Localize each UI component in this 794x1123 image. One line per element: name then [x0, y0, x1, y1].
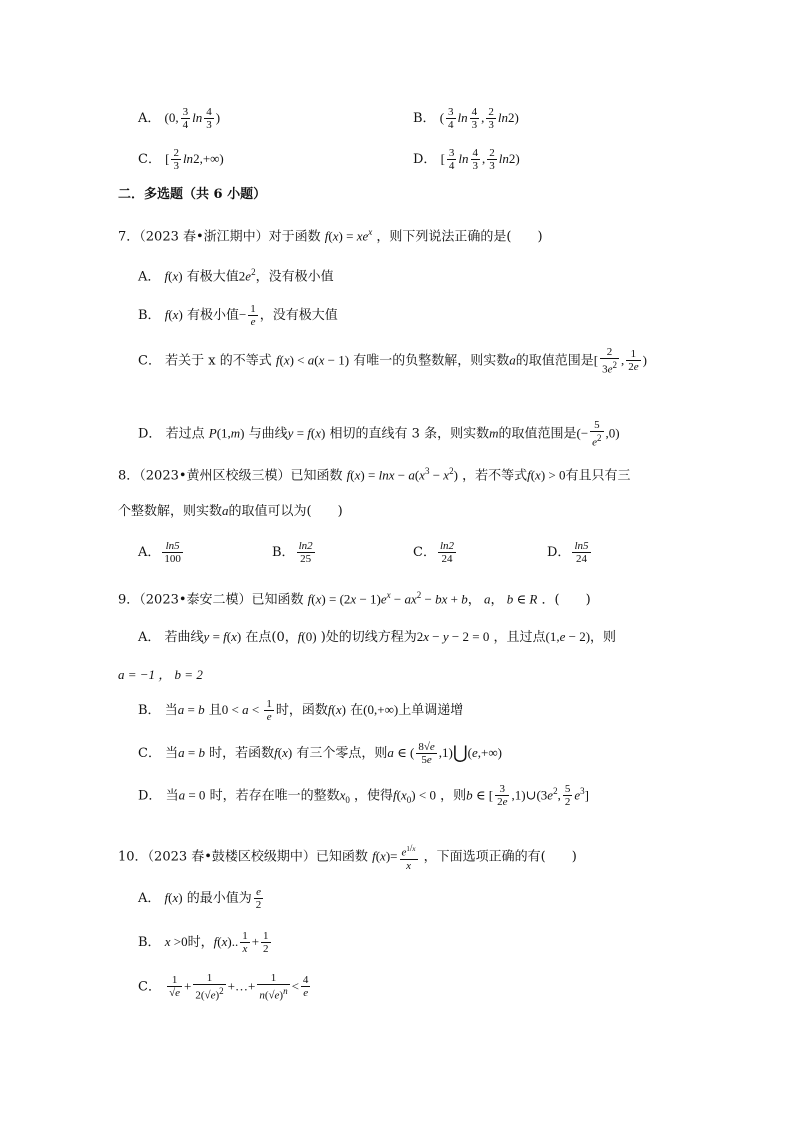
q7-stem: 7．（2023 春•浙江期中）对于函数 $f(x) = xe^x$ ，则下列说法正确的是( ) [118, 227, 543, 245]
q10-stem: 10．（2023 春•鼓楼区校级期中）已知函数 f(x)= $\frac{e^{1/x}}{x}$ ，下面选项正确的有( ) [118, 843, 577, 872]
q9-option-d: D． 当a = 0 时，若存在唯一的整数$x_0$ ，使得$f(x_0) < 0$ ，则b ∈ [ $\frac{3}{2e}$ $,1)\cup(3e^2$, $\frac{5}{2}$ $e^3$] [138, 783, 589, 809]
q6-option-d: D． [ $\frac{3}{4}$ ln $\frac{4}{3}$ , $\frac{2}{3}$ ln2) [413, 147, 520, 172]
q8-option-d: D． $\frac{\ln 5}{24}$ [547, 540, 589, 565]
option-label: B． [413, 111, 436, 126]
q10-option-b: B． x >0时，f(x).. $\frac{1}{x}$ + $\frac{1}{2}$ [138, 930, 269, 955]
q8-option-a: A． $\frac{\ln 5}{100}$ [138, 540, 181, 565]
option-label: C． [138, 152, 161, 167]
q9-option-b: B． 当a = b 且0 < a < $\frac{1}{e}$ 时，函数f(x) 在(0,+∞)上单调递增 [138, 698, 464, 723]
q9-option-a: A． 若曲线y = f(x) 在点(0，f(0) )处的切线方程为2x − y − 2 = 0 ，且过点(1,e − 2)，则 [138, 629, 617, 645]
q7-option-d: D． 若过点 P(1,m) 与曲线y = f(x) 相切的直线有 3 条，则实数m的取值范围是(− $\frac{5}{e^2}$ ,0) [138, 419, 620, 449]
q6-option-b: B． ( $\frac{3}{4}$ ln $\frac{4}{3}$ , $\frac{2}{3}$ ln2) [413, 106, 519, 131]
q8-stem: 8．（2023•黄州区校级三模）已知函数 $f(x) = \ln x - a(x^3 - x^2)$ ，若不等式f(x) > 0有且只有三 [118, 466, 631, 484]
option-label: D． [413, 152, 437, 167]
q8-option-b: B． $\frac{\ln 2}{25}$ [272, 540, 313, 565]
section-title: 二．多选题（共 6 小题） [118, 187, 267, 202]
q7-option-b: B． f(x) 有极小值− $\frac{1}{e}$ ，没有极大值 [138, 303, 338, 328]
q6-option-c: C． [ $\frac{2}{3}$ ln2,+∞) [138, 147, 224, 172]
q10-option-c: C． $\frac{1}{√e}$ + $\frac{1}{2(√e)^2}$ +…+ $\frac{1}{n(√e)^n}$ < $\frac{4}{e}$ [138, 972, 309, 1002]
q6-option-a: A． (0, $\frac{3}{4}$ ln $\frac{4}{3}$ ) [138, 106, 221, 131]
option-label: A． [138, 111, 161, 126]
q7-option-c: C． 若关于 x 的不等式 f(x) < a(x − 1) 有唯一的负整数解，则实数a的取值范围是[ $\frac{2}{3e^2}$ , $\frac{1}{2e}$ ) [138, 346, 647, 376]
q9-option-c: C． 当a = b 时，若函数f(x) 有三个零点，则a ∈ ( $\frac{8√e}{5e}$ ,1)⋃(e,+∞) [138, 741, 502, 766]
q8-option-c: C． $\frac{\ln 2}{24}$ [413, 540, 455, 565]
q9-option-a-line2: a = −1 ， b = 2 [118, 667, 203, 682]
q7-option-a: A． f(x) 有极大值$2e^2$，没有极小值 [138, 267, 334, 285]
q9-stem: 9．（2023•泰安二模）已知函数 $f(x) = (2x - 1)e^x - ax^2$ − bx + b， a， b ∈ R ．( ) [118, 590, 591, 608]
q10-option-a: A． f(x) 的最小值为 $\frac{e}{2}$ [138, 886, 262, 911]
q8-stem-line2: 个整数解，则实数a的取值可以为( ) [118, 503, 343, 519]
